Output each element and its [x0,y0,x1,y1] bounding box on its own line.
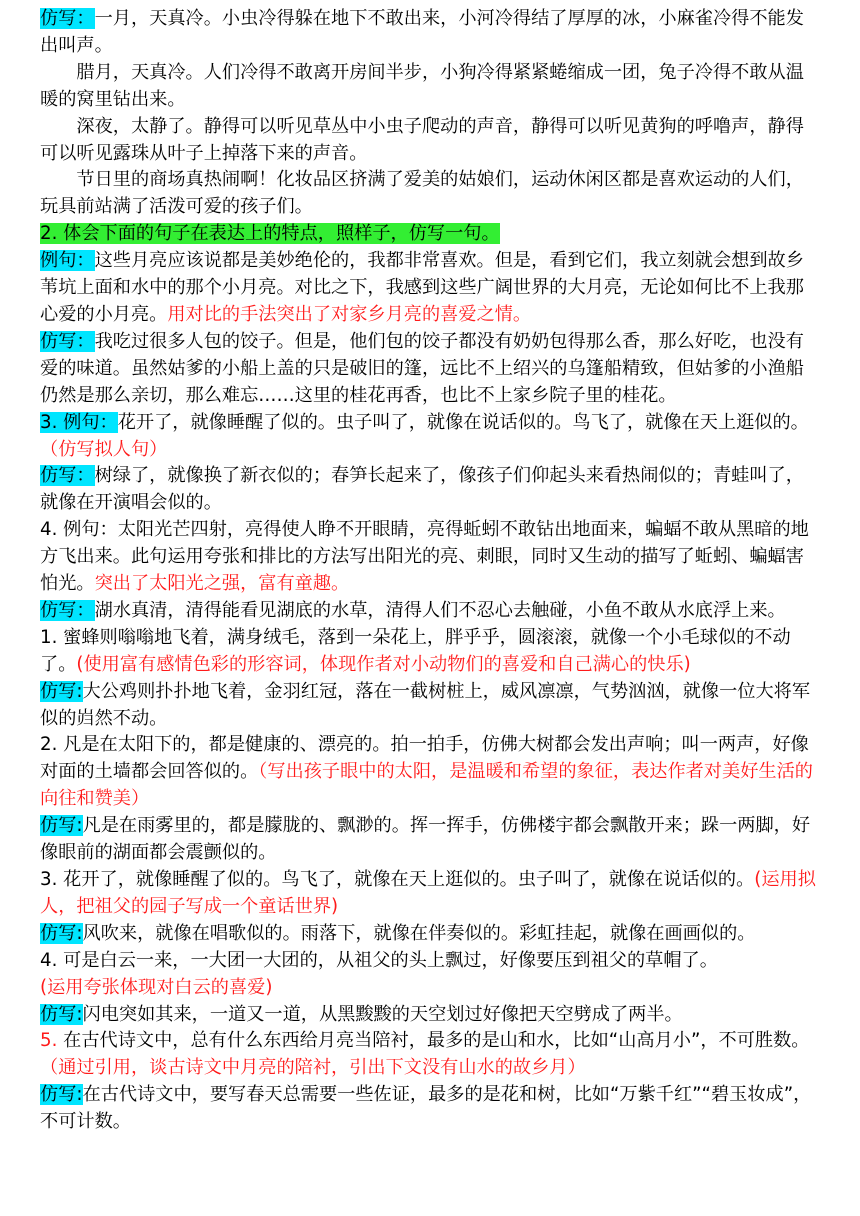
sentence-item-1 [40,625,822,679]
imitation-3 [40,463,822,517]
copy-label: 仿写： [40,8,95,29]
annotation-note: (使用富有感情色彩的形容词，体现作者对小动物们的喜爱和自己满心的快乐) [76,653,691,675]
example-text: 花开了，就像睡醒了似的。虫子叫了，就像在说话似的。鸟飞了，就像在天上逛似的。 [117,411,809,433]
sentence-imitation-5 [40,1082,822,1136]
copy-label: 仿写: [40,815,83,837]
sentence-text: 3. 花开了，就像睡醒了似的。鸟飞了，就像在天上逛似的。虫子叫了，就像在说话似的。 [40,869,755,890]
copy-label: 仿写： [40,599,95,621]
copy-label: 仿写: [40,680,83,702]
annotation-note: （仿写拟人句） [40,438,168,460]
imitation-text: 凡是在雨雾里的，都是朦胧的、飘渺的。挥一挥手，仿佛楼宇都会飘散开来；跺一两脚，好像眼前的湖面都会震颤似的。 [40,815,811,864]
sentence-item-5 [40,1028,822,1082]
sentence-text: 在古代诗文中，总有什么东西给月亮当陪衬，最多的是山和水，比如“山高月小”，不可胜数。 [57,1030,810,1052]
document-page [40,6,822,1136]
copy-label: 仿写： [40,465,95,487]
paragraph-text: 一月，天真冷。小虫冷得躲在地下不敢出来，小河冷得结了厚厚的冰，小麻雀冷得不能发出叫声。 [40,8,804,56]
sentence-imitation-4 [40,1002,822,1029]
paragraph-text: 腊月，天真冷。人们冷得不敢离开房间半步，小狗冷得紧紧蜷缩成一团，兔子冷得不敢从温暖的窝里钻出来。 [40,61,804,110]
sentence-text: 1. 蜜蜂则嗡嗡地飞着，满身绒毛，落到一朵花上，胖乎乎，圆滚滚，就像一个小毛球似的不动了。 [40,626,791,675]
paragraph-copy-1 [40,6,822,60]
sentence-item-4 [40,948,822,1002]
sentence-imitation-3 [40,921,822,948]
annotation-note: 用对比的手法突出了对家乡月亮的喜爱之情。 [167,303,532,325]
imitation-text: 风吹来，就像在唱歌似的。雨落下，就像在伴奏似的。彩虹挂起，就像在画画似的。 [82,922,756,944]
copy-label: 仿写: [40,922,83,944]
example-sentence-3 [40,410,822,464]
annotation-note: (运用夸张体现对白云的喜爱) [40,976,273,998]
imitation-2 [40,329,822,410]
sentence-text: 2. 凡是在太阳下的，都是健康的、漂亮的。拍一拍手，仿佛大树都会发出声响；叫一两声，好像对面的土墙都会回答似的。 [40,734,809,783]
annotation-note: （通过引用，谈古诗文中月亮的陪衬，引出下文没有山水的故乡月） [40,1057,586,1079]
sentence-imitation-1 [40,679,822,733]
paragraph-copy-4 [40,167,822,221]
paragraph-text: 深夜，太静了。静得可以听见草丛中小虫子爬动的声音，静得可以听见黄狗的呼噜声，静得可以听见露珠从叶子上掉落下来的声音。 [40,115,804,164]
annotation-note: （写出孩子眼中的太阳，是温暖和希望的象征，表达作者对美好生活的向往和赞美） [40,761,813,810]
example-sentence-4 [40,517,822,598]
annotation-note: 突出了太阳光之强，富有童趣。 [94,573,350,595]
imitation-text: 湖水真清，清得能看见湖底的水草，清得人们不忍心去触碰，小鱼不敢从水底浮上来。 [94,599,786,621]
heading-text: 2. 体会下面的句子在表达上的特点，照样子，仿写一句。 [40,223,500,245]
example-sentence-2 [40,248,822,329]
sentence-text: 4. 可是白云一来，一大团一大团的，从祖父的头上飘过，好像要压到祖父的草帽了。 [40,949,718,971]
imitation-text: 树绿了，就像换了新衣似的；春笋长起来了，像孩子们仰起头来看热闹似的；青蛙叫了，就像在开演唱会似的。 [40,465,804,514]
imitation-4 [40,598,822,625]
example-label: 3. 例句： [40,411,118,433]
imitation-text: 在古代诗文中，要写春天总需要一些佐证，最多的是花和树，比如“万紫千红”“碧玉妆成”，不可计数。 [40,1084,812,1133]
example-text: 这些月亮应该说都是美妙绝伦的，我都非常喜欢。但是，看到它们，我立刻就会想到故乡苇坑上面和水中的那个小月亮。对比之下，我感到这些广阔世界的大月亮，无论如何比不上我那心爱的小月亮。 [40,250,804,325]
example-text: 4. 例句：太阳光芒四射，亮得使人睁不开眼睛，亮得蚯蚓不敢钻出地面来，蝙蝠不敢从黑暗的地方飞出来。此句运用夸张和排比的方法写出阳光的亮、刺眼，同时又生动的描写了蚯蚓、蝙蝠害怕光。 [40,519,809,595]
sentence-item-3 [40,867,822,921]
imitation-text: 闪电突如其来，一道又一道，从黑黢黢的天空划过好像把天空劈成了两半。 [82,1003,683,1025]
copy-label: 仿写: [40,1084,83,1106]
paragraph-text: 节日里的商场真热闹啊！化妆品区挤满了爱美的姑娘们，运动休闲区都是喜欢运动的人们，玩具前站满了活泼可爱的孩子们。 [40,169,804,218]
copy-label: 仿写: [40,1003,83,1025]
section-heading-2 [40,221,822,248]
sentence-imitation-2 [40,813,822,867]
imitation-text: 我吃过很多人包的饺子。但是，他们包的饺子都没有奶奶包得那么香，那么好吃，也没有爱的味道。虽然姑爹的小船上盖的只是破旧的篷，远比不上绍兴的乌篷船精致，但姑爹的小渔船仍然是那么亲切，那么难忘……这里的桂花再香，也比不上家乡院子里的桂花。 [40,330,804,406]
example-label: 例句： [40,250,95,272]
item-number: 5. [40,1030,58,1052]
paragraph-copy-3 [40,114,822,168]
copy-label: 仿写： [40,330,95,352]
annotation-note: (运用拟人，把祖父的园子写成一个童话世界) [40,869,816,917]
imitation-text: 大公鸡则扑扑地飞着，金羽红冠，落在一截树桩上，威风凛凛，气势汹汹，就像一位大将军似的岿然不动。 [40,680,811,729]
paragraph-copy-2 [40,60,822,114]
sentence-item-2 [40,732,822,813]
